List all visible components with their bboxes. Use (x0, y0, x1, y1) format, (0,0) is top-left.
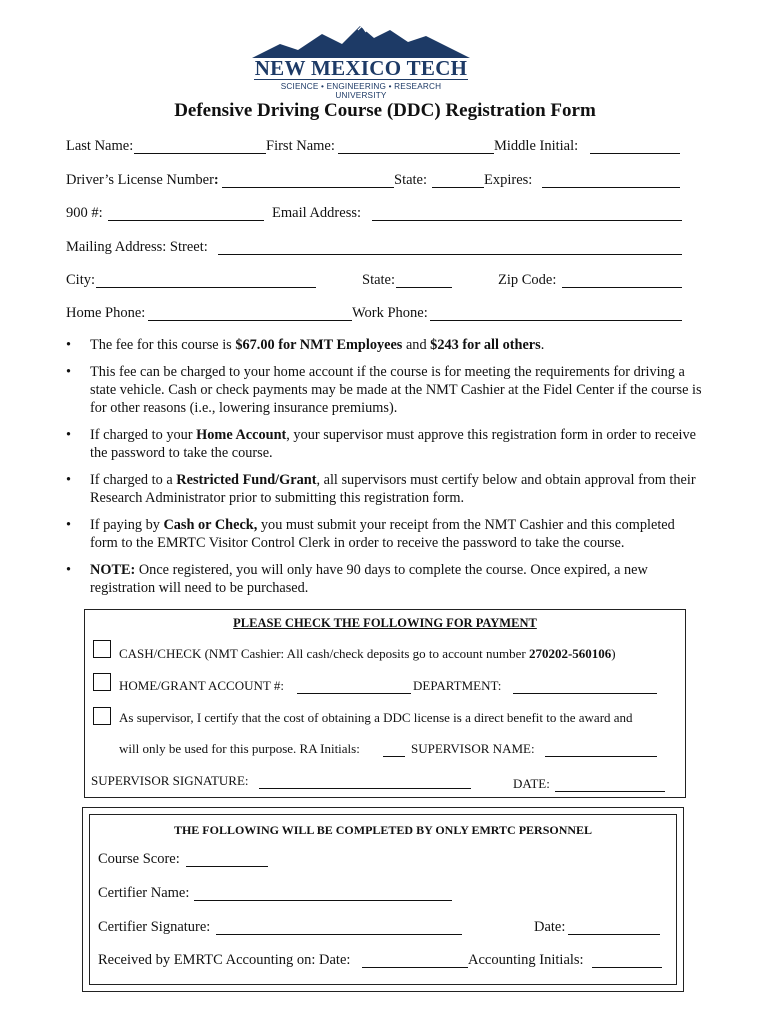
city-field[interactable] (96, 272, 316, 288)
list-item (66, 516, 706, 552)
bullet-bold: Home Account (196, 427, 287, 443)
state2-label: State: (362, 272, 396, 288)
list-item (66, 561, 706, 597)
work-phone-field[interactable] (430, 305, 682, 321)
bullet-text: This fee can be charged to your home account if the course is for meeting the requirements for driving a state vehicle. Cash or check payments may be made at the NMT Cashier at the Fidel Center if the course is for other reasons (i.e., lowering insurance premiums). (90, 364, 702, 416)
last-name-field[interactable] (134, 138, 266, 154)
email-field[interactable] (372, 205, 682, 221)
payment-date-field[interactable] (555, 776, 665, 792)
supervisor-signature-label: SUPERVISOR SIGNATURE: (91, 773, 249, 788)
cash-check-text: CASH/CHECK (NMT Cashier: All cash/check deposits go to account number (119, 646, 529, 661)
email-label: Email Address: (272, 205, 362, 221)
bullet-text: , your supervisor must approve this registration form in order to receive the password to take the course. (90, 427, 697, 461)
nine-hundred-label: 900 #: (66, 205, 103, 221)
department-label: DEPARTMENT: (413, 678, 502, 693)
bullet-text: , all supervisors must certify below and obtain approval from their Research Administrator prior to submitting this registration form. (90, 472, 696, 506)
bullet-bold: $243 for all others (430, 337, 541, 353)
bullet-text: Once registered, you will only have 90 days to complete the course. Once expired, a new registration will need to be purchased. (90, 562, 648, 596)
list-item (66, 363, 706, 417)
list-item (66, 336, 706, 354)
home-grant-field[interactable] (297, 678, 411, 694)
home-grant-label: HOME/GRANT ACCOUNT #: (119, 678, 284, 693)
supervisor-certify-checkbox[interactable] (93, 707, 111, 725)
home-phone-field[interactable] (148, 305, 352, 321)
emrtc-heading: THE FOLLOWING WILL BE COMPLETED BY ONLY EMRTC PERSONNEL (173, 823, 593, 837)
logo-divider (254, 79, 468, 80)
expires-field[interactable] (542, 172, 680, 188)
drivers-license-text: Driver’s License Number (66, 172, 214, 188)
drivers-license-colon: : (213, 172, 219, 188)
emrtc-date-label: Date: (534, 919, 566, 935)
drivers-license-label (66, 172, 219, 189)
account-number: 270202-560106 (528, 646, 612, 661)
certify-text-line1: As supervisor, I certify that the cost of obtaining a DDC license is a direct benefit to the award and (119, 710, 633, 725)
certify-text-line2: will only be used for this purpose. RA Initials: (119, 741, 360, 756)
last-name-label: Last Name: (66, 138, 134, 154)
expires-label: Expires: (484, 172, 533, 188)
middle-initial-label: Middle Initial: (494, 138, 579, 154)
bullet-icon: • (66, 364, 72, 380)
bullet-bold: NOTE: (90, 562, 136, 578)
supervisor-name-field[interactable] (545, 741, 657, 757)
list-item (66, 471, 706, 507)
received-date-field[interactable] (362, 952, 468, 968)
payment-section (84, 609, 686, 798)
department-field[interactable] (513, 678, 657, 694)
accounting-initials-field[interactable] (592, 952, 662, 968)
emrtc-inner-border (89, 814, 677, 985)
nmt-logo (250, 22, 472, 100)
ra-initials-field[interactable] (383, 741, 405, 757)
bullet-icon: • (66, 517, 72, 533)
logo-tagline: SCIENCE • ENGINEERING • RESEARCH UNIVERSITY (280, 82, 442, 100)
logo-name: NEW MEXICO TECH (254, 56, 468, 80)
certifier-signature-label: Certifier Signature: (98, 919, 211, 935)
payment-heading: PLEASE CHECK THE FOLLOWING FOR PAYMENT (233, 616, 537, 630)
bullet-bold: $67.00 for NMT Employees (235, 337, 403, 353)
bullet-icon: • (66, 562, 72, 578)
certifier-name-label: Certifier Name: (98, 885, 190, 901)
supervisor-name-label: SUPERVISOR NAME: (411, 741, 535, 756)
street-field[interactable] (218, 239, 682, 255)
list-item (66, 426, 706, 462)
bullet-text: If paying by (90, 517, 164, 533)
course-score-field[interactable] (186, 851, 268, 867)
accounting-initials-label: Accounting Initials: (468, 952, 584, 968)
bullet-icon: • (66, 337, 72, 353)
bullet-text: If charged to your (90, 427, 197, 443)
course-score-label: Course Score: (98, 851, 180, 867)
cash-check-close: ) (611, 646, 616, 661)
city-label: City: (66, 272, 96, 288)
state-field[interactable] (432, 172, 484, 188)
state2-field[interactable] (396, 272, 452, 288)
zip-field[interactable] (562, 272, 682, 288)
zip-label: Zip Code: (498, 272, 557, 288)
drivers-license-field[interactable] (222, 172, 394, 188)
payment-date-label: DATE: (513, 776, 550, 791)
nine-hundred-field[interactable] (108, 205, 264, 221)
certifier-signature-field[interactable] (216, 919, 462, 935)
home-phone-label: Home Phone: (66, 305, 146, 321)
certifier-name-field[interactable] (194, 885, 452, 901)
first-name-label: First Name: (266, 138, 335, 154)
bullet-text: you must submit your receipt from the NMT Cashier and this completed form to the EMRTC Visitor Control Clerk in order to receive the password to take the course. (90, 517, 675, 551)
home-grant-checkbox[interactable] (93, 673, 111, 691)
bullet-text: If charged to a (90, 472, 177, 488)
page-title: Defensive Driving Course (DDC) Registration Form (174, 100, 596, 121)
bullet-icon: • (66, 472, 72, 488)
bullet-text: . (540, 337, 545, 353)
bullet-text: The fee for this course is (90, 337, 236, 353)
middle-initial-field[interactable] (590, 138, 680, 154)
mailing-address-label: Mailing Address: Street: (66, 239, 208, 255)
instructions-list (66, 336, 706, 606)
first-name-field[interactable] (338, 138, 494, 154)
work-phone-label: Work Phone: (352, 305, 428, 321)
emrtc-section (82, 807, 684, 992)
cash-check-checkbox[interactable] (93, 640, 111, 658)
cash-check-label (119, 646, 616, 662)
bullet-bold: Cash or Check, (163, 517, 258, 533)
emrtc-date-field[interactable] (568, 919, 660, 935)
supervisor-signature-field[interactable] (259, 773, 471, 789)
state-label: State: (394, 172, 428, 188)
bullet-icon: • (66, 427, 72, 443)
bullet-bold: Restricted Fund/Grant (176, 472, 317, 488)
bullet-text: and (402, 337, 431, 353)
received-label: Received by EMRTC Accounting on: Date: (98, 952, 351, 968)
